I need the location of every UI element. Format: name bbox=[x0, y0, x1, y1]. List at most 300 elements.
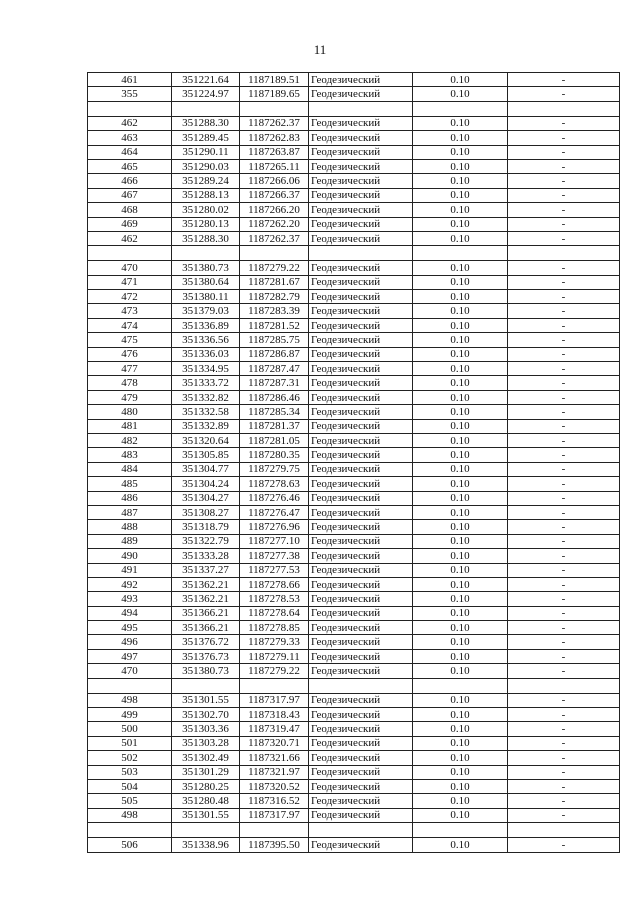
method-cell: Геодезический bbox=[309, 838, 413, 852]
x-coordinate-cell: 351289.45 bbox=[172, 131, 240, 145]
point-number-cell: 462 bbox=[88, 231, 172, 245]
table-row bbox=[88, 577, 620, 591]
x-coordinate-cell: 351337.27 bbox=[172, 563, 240, 577]
y-coordinate-cell: 1187277.38 bbox=[240, 549, 309, 563]
description-cell bbox=[508, 678, 620, 693]
description-cell: - bbox=[508, 290, 620, 304]
table-row bbox=[88, 376, 620, 390]
method-cell: Геодезический bbox=[309, 116, 413, 130]
point-number-cell: 469 bbox=[88, 217, 172, 231]
x-coordinate-cell: 351380.73 bbox=[172, 664, 240, 678]
description-cell: - bbox=[508, 534, 620, 548]
y-coordinate-cell: 1187278.53 bbox=[240, 592, 309, 606]
point-number-cell: 470 bbox=[88, 261, 172, 275]
accuracy-cell: 0.10 bbox=[413, 779, 508, 793]
table-row bbox=[88, 462, 620, 476]
table-row bbox=[88, 505, 620, 519]
x-coordinate-cell: 351290.11 bbox=[172, 145, 240, 159]
description-cell: - bbox=[508, 722, 620, 736]
table-row bbox=[88, 203, 620, 217]
description-cell: - bbox=[508, 693, 620, 707]
method-cell: Геодезический bbox=[309, 765, 413, 779]
description-cell: - bbox=[508, 188, 620, 202]
point-number-cell: 505 bbox=[88, 794, 172, 808]
x-coordinate-cell: 351304.24 bbox=[172, 477, 240, 491]
x-coordinate-cell: 351338.96 bbox=[172, 838, 240, 852]
x-coordinate-cell: 351336.56 bbox=[172, 333, 240, 347]
y-coordinate-cell: 1187281.67 bbox=[240, 275, 309, 289]
method-cell: Геодезический bbox=[309, 87, 413, 101]
separator-row bbox=[88, 101, 620, 116]
method-cell: Геодезический bbox=[309, 131, 413, 145]
description-cell: - bbox=[508, 376, 620, 390]
method-cell: Геодезический bbox=[309, 477, 413, 491]
y-coordinate-cell bbox=[240, 246, 309, 261]
method-cell: Геодезический bbox=[309, 751, 413, 765]
x-coordinate-cell: 351301.29 bbox=[172, 765, 240, 779]
x-coordinate-cell: 351379.03 bbox=[172, 304, 240, 318]
method-cell bbox=[309, 678, 413, 693]
method-cell: Геодезический bbox=[309, 621, 413, 635]
accuracy-cell: 0.10 bbox=[413, 390, 508, 404]
y-coordinate-cell: 1187279.33 bbox=[240, 635, 309, 649]
x-coordinate-cell: 351366.21 bbox=[172, 621, 240, 635]
description-cell: - bbox=[508, 203, 620, 217]
point-number-cell: 466 bbox=[88, 174, 172, 188]
accuracy-cell: 0.10 bbox=[413, 477, 508, 491]
separator-row bbox=[88, 246, 620, 261]
description-cell: - bbox=[508, 116, 620, 130]
method-cell: Геодезический bbox=[309, 779, 413, 793]
y-coordinate-cell: 1187317.97 bbox=[240, 693, 309, 707]
point-number-cell: 506 bbox=[88, 838, 172, 852]
y-coordinate-cell: 1187278.85 bbox=[240, 621, 309, 635]
method-cell: Геодезический bbox=[309, 217, 413, 231]
point-number-cell: 489 bbox=[88, 534, 172, 548]
point-number-cell: 477 bbox=[88, 362, 172, 376]
x-coordinate-cell: 351304.27 bbox=[172, 491, 240, 505]
table-row bbox=[88, 217, 620, 231]
table-row bbox=[88, 390, 620, 404]
description-cell: - bbox=[508, 808, 620, 822]
x-coordinate-cell: 351303.36 bbox=[172, 722, 240, 736]
accuracy-cell: 0.10 bbox=[413, 505, 508, 519]
table-row bbox=[88, 563, 620, 577]
y-coordinate-cell: 1187262.20 bbox=[240, 217, 309, 231]
table-row bbox=[88, 73, 620, 87]
description-cell: - bbox=[508, 405, 620, 419]
accuracy-cell: 0.10 bbox=[413, 217, 508, 231]
x-coordinate-cell: 351336.03 bbox=[172, 347, 240, 361]
y-coordinate-cell: 1187262.37 bbox=[240, 116, 309, 130]
point-number-cell: 492 bbox=[88, 577, 172, 591]
table-row bbox=[88, 174, 620, 188]
page-number: 11 bbox=[313, 42, 327, 57]
y-coordinate-cell bbox=[240, 823, 309, 838]
description-cell: - bbox=[508, 145, 620, 159]
x-coordinate-cell: 351318.79 bbox=[172, 520, 240, 534]
accuracy-cell: 0.10 bbox=[413, 448, 508, 462]
y-coordinate-cell bbox=[240, 101, 309, 116]
description-cell bbox=[508, 823, 620, 838]
point-number-cell: 499 bbox=[88, 708, 172, 722]
accuracy-cell bbox=[413, 246, 508, 261]
table-row bbox=[88, 405, 620, 419]
table-row bbox=[88, 838, 620, 852]
method-cell: Геодезический bbox=[309, 448, 413, 462]
x-coordinate-cell: 351302.49 bbox=[172, 751, 240, 765]
point-number-cell: 503 bbox=[88, 765, 172, 779]
accuracy-cell: 0.10 bbox=[413, 159, 508, 173]
x-coordinate-cell: 351280.02 bbox=[172, 203, 240, 217]
method-cell: Геодезический bbox=[309, 549, 413, 563]
description-cell bbox=[508, 101, 620, 116]
method-cell: Геодезический bbox=[309, 174, 413, 188]
point-number-cell: 488 bbox=[88, 520, 172, 534]
y-coordinate-cell: 1187320.52 bbox=[240, 779, 309, 793]
description-cell: - bbox=[508, 419, 620, 433]
x-coordinate-cell bbox=[172, 678, 240, 693]
accuracy-cell: 0.10 bbox=[413, 635, 508, 649]
accuracy-cell: 0.10 bbox=[413, 621, 508, 635]
method-cell bbox=[309, 823, 413, 838]
x-coordinate-cell: 351380.11 bbox=[172, 290, 240, 304]
accuracy-cell: 0.10 bbox=[413, 563, 508, 577]
x-coordinate-cell: 351308.27 bbox=[172, 505, 240, 519]
x-coordinate-cell: 351302.70 bbox=[172, 708, 240, 722]
method-cell: Геодезический bbox=[309, 362, 413, 376]
y-coordinate-cell: 1187281.52 bbox=[240, 318, 309, 332]
point-number-cell: 483 bbox=[88, 448, 172, 462]
y-coordinate-cell: 1187262.37 bbox=[240, 231, 309, 245]
x-coordinate-cell: 351304.77 bbox=[172, 462, 240, 476]
table-row bbox=[88, 649, 620, 663]
description-cell: - bbox=[508, 159, 620, 173]
method-cell: Геодезический bbox=[309, 794, 413, 808]
table-row bbox=[88, 87, 620, 101]
point-number-cell: 473 bbox=[88, 304, 172, 318]
description-cell: - bbox=[508, 505, 620, 519]
accuracy-cell: 0.10 bbox=[413, 649, 508, 663]
description-cell: - bbox=[508, 621, 620, 635]
description-cell: - bbox=[508, 751, 620, 765]
coordinates-table-body bbox=[88, 73, 620, 853]
table-row bbox=[88, 534, 620, 548]
method-cell: Геодезический bbox=[309, 577, 413, 591]
accuracy-cell: 0.10 bbox=[413, 462, 508, 476]
accuracy-cell: 0.10 bbox=[413, 606, 508, 620]
accuracy-cell: 0.10 bbox=[413, 87, 508, 101]
table-row bbox=[88, 477, 620, 491]
point-number-cell bbox=[88, 823, 172, 838]
method-cell: Геодезический bbox=[309, 419, 413, 433]
accuracy-cell: 0.10 bbox=[413, 664, 508, 678]
description-cell: - bbox=[508, 606, 620, 620]
method-cell: Геодезический bbox=[309, 347, 413, 361]
point-number-cell: 501 bbox=[88, 736, 172, 750]
description-cell: - bbox=[508, 765, 620, 779]
table-row bbox=[88, 635, 620, 649]
accuracy-cell bbox=[413, 823, 508, 838]
table-row bbox=[88, 491, 620, 505]
x-coordinate-cell: 351280.48 bbox=[172, 794, 240, 808]
x-coordinate-cell: 351332.82 bbox=[172, 390, 240, 404]
description-cell: - bbox=[508, 275, 620, 289]
y-coordinate-cell: 1187287.31 bbox=[240, 376, 309, 390]
separator-row bbox=[88, 823, 620, 838]
table-row bbox=[88, 779, 620, 793]
y-coordinate-cell: 1187276.96 bbox=[240, 520, 309, 534]
accuracy-cell: 0.10 bbox=[413, 131, 508, 145]
y-coordinate-cell: 1187317.97 bbox=[240, 808, 309, 822]
separator-row bbox=[88, 678, 620, 693]
method-cell: Геодезический bbox=[309, 708, 413, 722]
x-coordinate-cell: 351289.24 bbox=[172, 174, 240, 188]
point-number-cell: 495 bbox=[88, 621, 172, 635]
y-coordinate-cell: 1187285.34 bbox=[240, 405, 309, 419]
accuracy-cell: 0.10 bbox=[413, 765, 508, 779]
description-cell: - bbox=[508, 73, 620, 87]
accuracy-cell: 0.10 bbox=[413, 145, 508, 159]
x-coordinate-cell: 351376.72 bbox=[172, 635, 240, 649]
accuracy-cell: 0.10 bbox=[413, 708, 508, 722]
y-coordinate-cell: 1187278.66 bbox=[240, 577, 309, 591]
point-number-cell: 485 bbox=[88, 477, 172, 491]
table-row bbox=[88, 664, 620, 678]
method-cell: Геодезический bbox=[309, 318, 413, 332]
point-number-cell: 493 bbox=[88, 592, 172, 606]
point-number-cell: 497 bbox=[88, 649, 172, 663]
table-row bbox=[88, 362, 620, 376]
point-number-cell: 471 bbox=[88, 275, 172, 289]
description-cell: - bbox=[508, 462, 620, 476]
accuracy-cell: 0.10 bbox=[413, 275, 508, 289]
y-coordinate-cell: 1187287.47 bbox=[240, 362, 309, 376]
x-coordinate-cell: 351376.73 bbox=[172, 649, 240, 663]
y-coordinate-cell: 1187279.75 bbox=[240, 462, 309, 476]
y-coordinate-cell bbox=[240, 678, 309, 693]
method-cell: Геодезический bbox=[309, 159, 413, 173]
y-coordinate-cell: 1187285.75 bbox=[240, 333, 309, 347]
x-coordinate-cell: 351301.55 bbox=[172, 693, 240, 707]
description-cell: - bbox=[508, 563, 620, 577]
table-row bbox=[88, 765, 620, 779]
table-row bbox=[88, 231, 620, 245]
y-coordinate-cell: 1187265.11 bbox=[240, 159, 309, 173]
x-coordinate-cell: 351362.21 bbox=[172, 592, 240, 606]
point-number-cell: 498 bbox=[88, 693, 172, 707]
point-number-cell: 467 bbox=[88, 188, 172, 202]
method-cell: Геодезический bbox=[309, 275, 413, 289]
point-number-cell bbox=[88, 246, 172, 261]
accuracy-cell: 0.10 bbox=[413, 73, 508, 87]
x-coordinate-cell: 351280.13 bbox=[172, 217, 240, 231]
method-cell: Геодезический bbox=[309, 664, 413, 678]
table-row bbox=[88, 520, 620, 534]
accuracy-cell: 0.10 bbox=[413, 794, 508, 808]
description-cell: - bbox=[508, 592, 620, 606]
y-coordinate-cell: 1187277.10 bbox=[240, 534, 309, 548]
method-cell: Геодезический bbox=[309, 231, 413, 245]
table-row bbox=[88, 722, 620, 736]
x-coordinate-cell: 351288.13 bbox=[172, 188, 240, 202]
table-row bbox=[88, 693, 620, 707]
x-coordinate-cell: 351362.21 bbox=[172, 577, 240, 591]
point-number-cell: 482 bbox=[88, 433, 172, 447]
y-coordinate-cell: 1187189.65 bbox=[240, 87, 309, 101]
method-cell: Геодезический bbox=[309, 261, 413, 275]
accuracy-cell: 0.10 bbox=[413, 174, 508, 188]
table-row bbox=[88, 347, 620, 361]
description-cell: - bbox=[508, 333, 620, 347]
coordinates-table bbox=[87, 72, 620, 853]
x-coordinate-cell: 351221.64 bbox=[172, 73, 240, 87]
table-row bbox=[88, 808, 620, 822]
x-coordinate-cell: 351332.58 bbox=[172, 405, 240, 419]
accuracy-cell: 0.10 bbox=[413, 261, 508, 275]
y-coordinate-cell: 1187266.20 bbox=[240, 203, 309, 217]
description-cell: - bbox=[508, 87, 620, 101]
point-number-cell: 470 bbox=[88, 664, 172, 678]
y-coordinate-cell: 1187278.63 bbox=[240, 477, 309, 491]
method-cell: Геодезический bbox=[309, 606, 413, 620]
y-coordinate-cell: 1187286.87 bbox=[240, 347, 309, 361]
accuracy-cell: 0.10 bbox=[413, 838, 508, 852]
y-coordinate-cell: 1187395.50 bbox=[240, 838, 309, 852]
method-cell: Геодезический bbox=[309, 736, 413, 750]
accuracy-cell: 0.10 bbox=[413, 405, 508, 419]
x-coordinate-cell: 351288.30 bbox=[172, 231, 240, 245]
method-cell: Геодезический bbox=[309, 534, 413, 548]
y-coordinate-cell: 1187262.83 bbox=[240, 131, 309, 145]
y-coordinate-cell: 1187286.46 bbox=[240, 390, 309, 404]
point-number-cell: 491 bbox=[88, 563, 172, 577]
description-cell: - bbox=[508, 838, 620, 852]
y-coordinate-cell: 1187321.97 bbox=[240, 765, 309, 779]
description-cell: - bbox=[508, 794, 620, 808]
table-row bbox=[88, 145, 620, 159]
accuracy-cell: 0.10 bbox=[413, 347, 508, 361]
x-coordinate-cell: 351366.21 bbox=[172, 606, 240, 620]
accuracy-cell: 0.10 bbox=[413, 520, 508, 534]
point-number-cell: 498 bbox=[88, 808, 172, 822]
y-coordinate-cell: 1187318.43 bbox=[240, 708, 309, 722]
description-cell: - bbox=[508, 448, 620, 462]
point-number-cell: 494 bbox=[88, 606, 172, 620]
accuracy-cell: 0.10 bbox=[413, 433, 508, 447]
point-number-cell: 480 bbox=[88, 405, 172, 419]
description-cell: - bbox=[508, 174, 620, 188]
method-cell: Геодезический bbox=[309, 304, 413, 318]
y-coordinate-cell: 1187281.37 bbox=[240, 419, 309, 433]
accuracy-cell: 0.10 bbox=[413, 333, 508, 347]
x-coordinate-cell: 351224.97 bbox=[172, 87, 240, 101]
description-cell: - bbox=[508, 664, 620, 678]
x-coordinate-cell: 351333.28 bbox=[172, 549, 240, 563]
accuracy-cell: 0.10 bbox=[413, 751, 508, 765]
y-coordinate-cell: 1187281.05 bbox=[240, 433, 309, 447]
accuracy-cell: 0.10 bbox=[413, 736, 508, 750]
point-number-cell: 475 bbox=[88, 333, 172, 347]
table-row bbox=[88, 116, 620, 130]
method-cell: Геодезический bbox=[309, 693, 413, 707]
y-coordinate-cell: 1187282.79 bbox=[240, 290, 309, 304]
description-cell: - bbox=[508, 131, 620, 145]
y-coordinate-cell: 1187277.53 bbox=[240, 563, 309, 577]
description-cell: - bbox=[508, 708, 620, 722]
y-coordinate-cell: 1187278.64 bbox=[240, 606, 309, 620]
description-cell: - bbox=[508, 261, 620, 275]
method-cell: Геодезический bbox=[309, 808, 413, 822]
point-number-cell: 478 bbox=[88, 376, 172, 390]
method-cell: Геодезический bbox=[309, 635, 413, 649]
description-cell: - bbox=[508, 635, 620, 649]
point-number-cell: 461 bbox=[88, 73, 172, 87]
table-row bbox=[88, 736, 620, 750]
point-number-cell bbox=[88, 678, 172, 693]
y-coordinate-cell: 1187279.22 bbox=[240, 261, 309, 275]
table-row bbox=[88, 159, 620, 173]
method-cell: Геодезический bbox=[309, 491, 413, 505]
description-cell: - bbox=[508, 779, 620, 793]
table-row bbox=[88, 290, 620, 304]
x-coordinate-cell bbox=[172, 101, 240, 116]
description-cell: - bbox=[508, 736, 620, 750]
method-cell: Геодезический bbox=[309, 376, 413, 390]
description-cell: - bbox=[508, 549, 620, 563]
method-cell bbox=[309, 101, 413, 116]
y-coordinate-cell: 1187319.47 bbox=[240, 722, 309, 736]
point-number-cell: 355 bbox=[88, 87, 172, 101]
point-number-cell: 464 bbox=[88, 145, 172, 159]
description-cell: - bbox=[508, 231, 620, 245]
table-row bbox=[88, 188, 620, 202]
table-row bbox=[88, 794, 620, 808]
x-coordinate-cell bbox=[172, 823, 240, 838]
method-cell: Геодезический bbox=[309, 433, 413, 447]
y-coordinate-cell: 1187266.06 bbox=[240, 174, 309, 188]
point-number-cell: 484 bbox=[88, 462, 172, 476]
x-coordinate-cell: 351380.73 bbox=[172, 261, 240, 275]
table-row bbox=[88, 304, 620, 318]
x-coordinate-cell: 351290.03 bbox=[172, 159, 240, 173]
table-row bbox=[88, 448, 620, 462]
x-coordinate-cell: 351305.85 bbox=[172, 448, 240, 462]
method-cell: Геодезический bbox=[309, 462, 413, 476]
accuracy-cell: 0.10 bbox=[413, 318, 508, 332]
point-number-cell: 504 bbox=[88, 779, 172, 793]
table-row bbox=[88, 592, 620, 606]
method-cell: Геодезический bbox=[309, 73, 413, 87]
method-cell: Геодезический bbox=[309, 390, 413, 404]
table-row bbox=[88, 261, 620, 275]
x-coordinate-cell: 351280.25 bbox=[172, 779, 240, 793]
y-coordinate-cell: 1187276.46 bbox=[240, 491, 309, 505]
accuracy-cell: 0.10 bbox=[413, 592, 508, 606]
y-coordinate-cell: 1187321.66 bbox=[240, 751, 309, 765]
accuracy-cell: 0.10 bbox=[413, 203, 508, 217]
x-coordinate-cell: 351322.79 bbox=[172, 534, 240, 548]
y-coordinate-cell: 1187276.47 bbox=[240, 505, 309, 519]
description-cell: - bbox=[508, 433, 620, 447]
accuracy-cell: 0.10 bbox=[413, 577, 508, 591]
method-cell: Геодезический bbox=[309, 592, 413, 606]
x-coordinate-cell: 351332.89 bbox=[172, 419, 240, 433]
table-row bbox=[88, 621, 620, 635]
accuracy-cell: 0.10 bbox=[413, 231, 508, 245]
y-coordinate-cell: 1187316.52 bbox=[240, 794, 309, 808]
table-row bbox=[88, 131, 620, 145]
